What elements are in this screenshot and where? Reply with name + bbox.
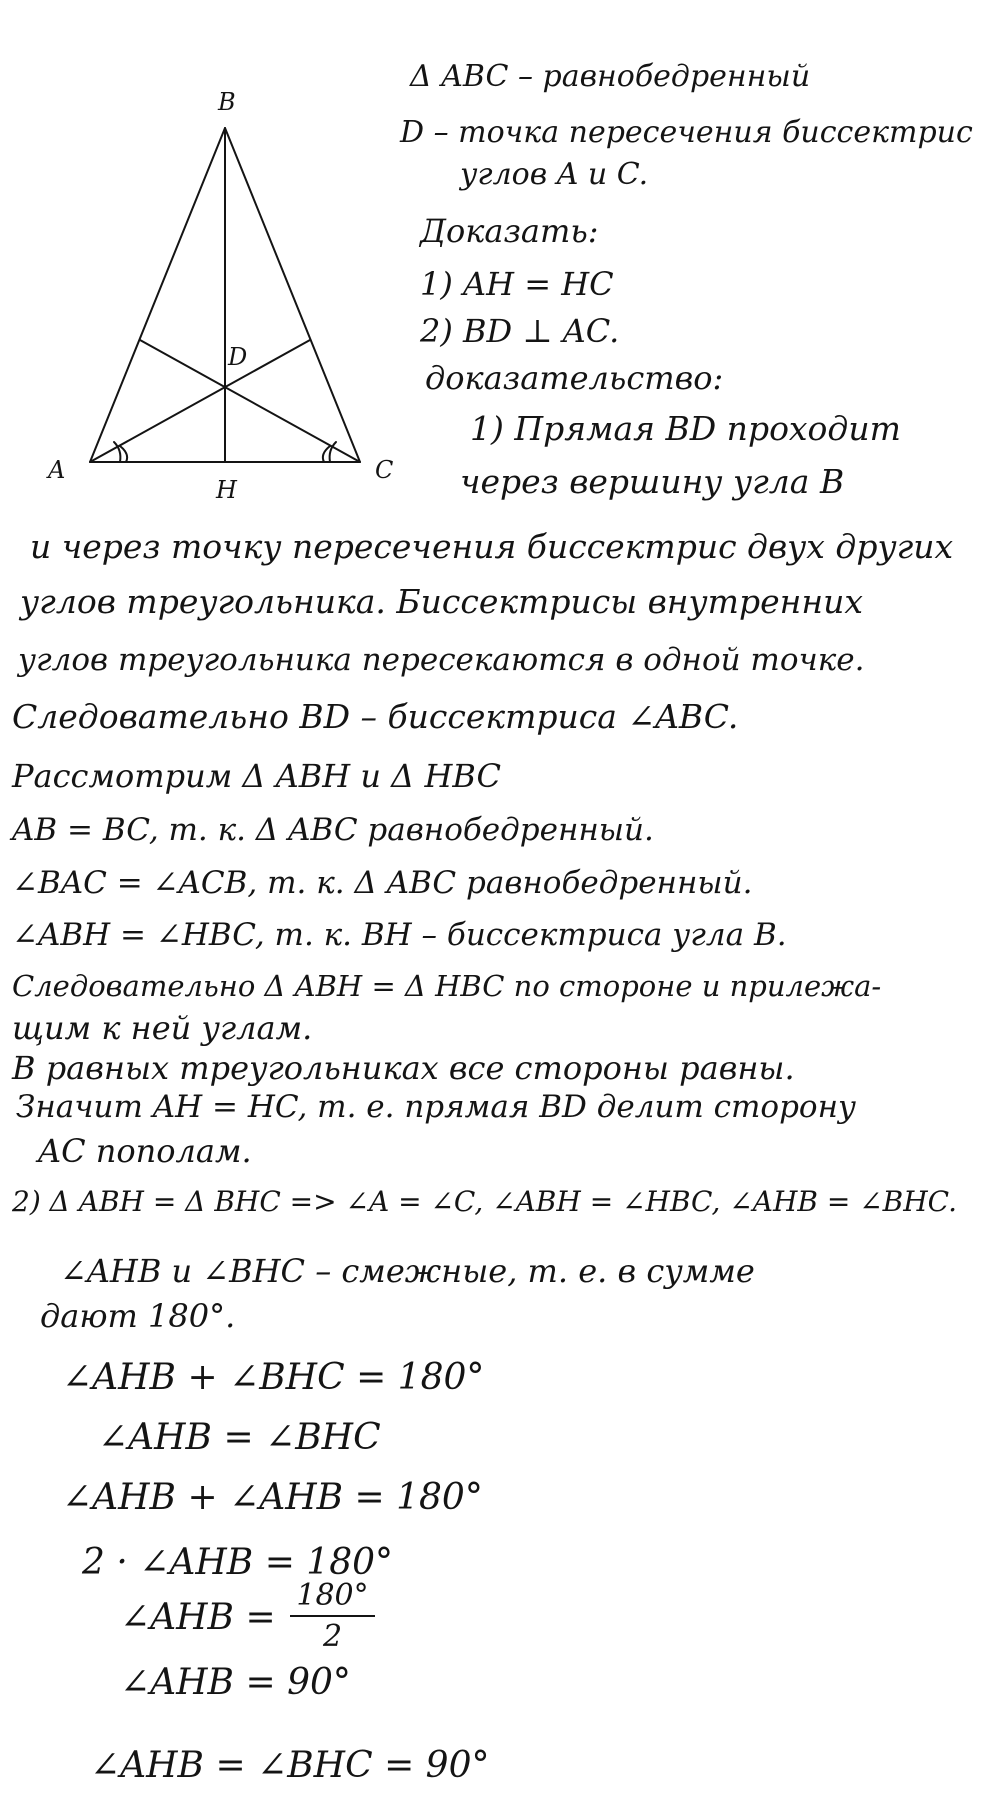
proof-line-8: AB = BC, т. к. Δ ABC равнобедренный. xyxy=(12,812,654,848)
proof-line-11: Следовательно Δ ABH = Δ HBC по стороне и прилежа- xyxy=(12,969,882,1003)
fraction-bar xyxy=(290,1615,375,1617)
calc-line-1: ∠AHB + ∠BHC = 180° xyxy=(62,1357,485,1398)
calc-line-7: ∠AHB = ∠BHC = 90° xyxy=(90,1745,490,1786)
proof-line-3: и через точку пересечения биссектрис двух других xyxy=(30,527,954,566)
calc-line-5-left: ∠AHB = xyxy=(120,1597,276,1638)
proof-line-1: 1) Прямая BD проходит xyxy=(470,409,901,448)
vertex-label-a: A xyxy=(48,456,66,484)
proof-line-15: AC пополам. xyxy=(38,1132,252,1170)
fraction-denominator: 2 xyxy=(322,1619,343,1654)
proof-line-5: углов треугольника пересекаются в одной точке. xyxy=(18,642,865,678)
side-ab xyxy=(90,128,225,462)
proof-line-17: ∠AHB и ∠BHC – смежные, т. е. в сумме xyxy=(60,1252,755,1290)
proof-line-4: углов треугольника. Биссектрисы внутренних xyxy=(20,582,863,621)
calc-fraction xyxy=(290,1578,375,1654)
proof-line-12: щим к ней углам. xyxy=(12,1009,313,1047)
prove-heading: Доказать: xyxy=(420,212,599,250)
point-label-h: H xyxy=(216,476,237,500)
triangle-figure xyxy=(30,70,410,500)
prove-item-2: 2) BD ⊥ AC. xyxy=(420,312,620,350)
calc-line-6: ∠AHB = 90° xyxy=(120,1662,351,1703)
vertex-label-b: B xyxy=(218,88,236,116)
proof-line-13: В равных треугольниках все стороны равны. xyxy=(12,1049,795,1087)
vertex-label-c: C xyxy=(375,456,394,484)
bisector-from-a xyxy=(90,340,310,462)
calc-line-3: ∠AHB + ∠AHB = 180° xyxy=(62,1477,483,1518)
proof-line-10: ∠ABH = ∠HBC, т. к. BH – биссектриса угла B. xyxy=(12,917,787,953)
side-bc xyxy=(225,128,360,462)
fraction-numerator: 180° xyxy=(296,1578,369,1613)
proof-line-16: 2) Δ ABH = Δ BHC => ∠A = ∠C, ∠ABH = ∠HBC, ∠AHB = ∠BHC. xyxy=(12,1185,957,1218)
given-line-2: D – точка пересечения биссектрис xyxy=(400,115,973,150)
calc-line-4: 2 · ∠AHB = 180° xyxy=(82,1542,394,1583)
prove-item-1: 1) AH = HC xyxy=(420,265,614,303)
proof-line-6: Следовательно BD – биссектриса ∠ABC. xyxy=(12,697,739,736)
point-label-d: D xyxy=(228,343,248,371)
proof-heading: доказательство: xyxy=(425,359,724,397)
calc-line-2: ∠AHB = ∠BHC xyxy=(98,1417,381,1458)
proof-line-2: через вершину угла B xyxy=(460,462,845,501)
given-line-3: углов A и C. xyxy=(460,157,649,192)
bisector-from-c xyxy=(140,340,360,462)
proof-line-18: дают 180°. xyxy=(40,1297,236,1335)
proof-line-9: ∠BAC = ∠ACB, т. к. Δ ABC равнобедренный. xyxy=(12,865,753,901)
proof-line-7: Рассмотрим Δ ABH и Δ HBC xyxy=(12,757,501,795)
given-line-1: Δ ABC – равнобедренный xyxy=(410,59,811,94)
proof-line-14: Значит AH = HC, т. е. прямая BD делит сторону xyxy=(16,1089,856,1125)
